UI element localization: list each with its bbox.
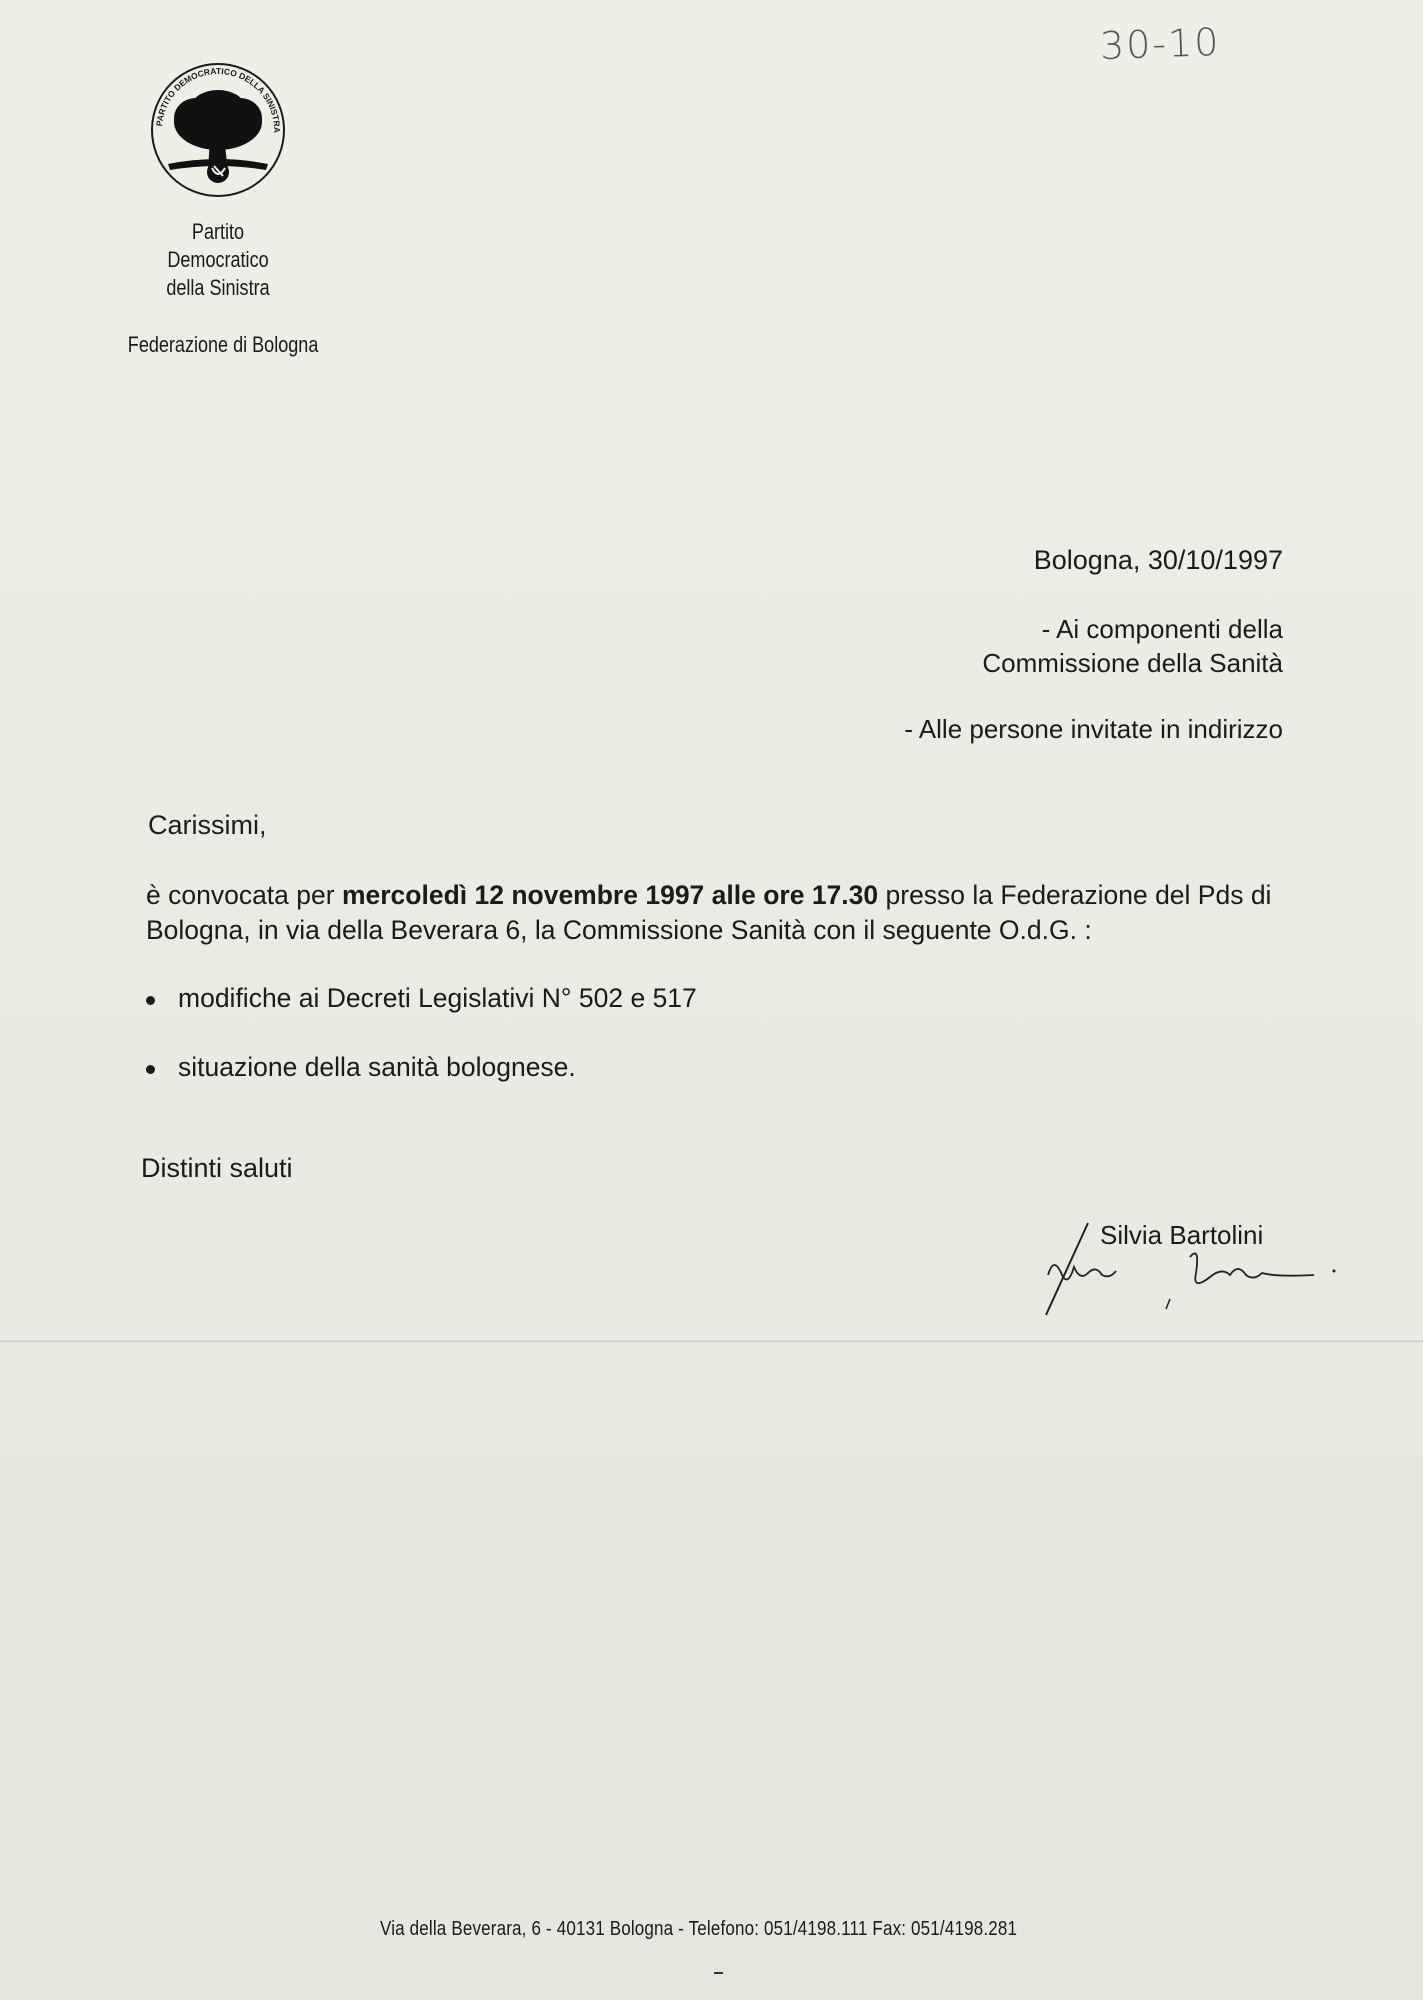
federation-name: Federazione di Bologna — [127, 332, 319, 357]
body-meeting-datetime: mercoledì 12 novembre 1997 alle ore 17.30 — [341, 880, 879, 910]
party-name-line-1: Partito — [191, 219, 245, 244]
party-logo — [148, 60, 288, 200]
letterhead-footer: Via della Beverara, 6 - 40131 Bologna - Telefono: 051/4198.111 Fax: 051/4198.281 — [380, 1918, 1018, 1940]
handwritten-note: 30-10 — [1099, 19, 1222, 69]
recipient-1-line-2: Commissione della Sanità — [982, 648, 1283, 678]
agenda-item: situazione della sanità bolognese. — [140, 1052, 576, 1087]
agenda-item: modifiche ai Decreti Legislativi N° 502 e 517 — [140, 983, 697, 1018]
page-mark — [714, 1972, 723, 1974]
closing: Distinti saluti — [141, 1153, 293, 1183]
agenda-list-2 — [140, 1052, 576, 1087]
body-intro: è convocata per — [146, 880, 342, 910]
salutation: Carissimi, — [148, 810, 267, 840]
recipient-block-1 — [982, 612, 1283, 680]
body-rest: presso la Federazione del Pds di Bologna, in via della Beverara 6, la Commissione Sanità con il seguente O.d.G. : — [146, 880, 1272, 945]
agenda-list — [140, 983, 697, 1018]
recipient-1-line-1: - Ai componenti della — [1041, 614, 1283, 644]
party-name-line-3: della Sinistra — [166, 275, 270, 300]
party-name — [150, 218, 286, 302]
paper-fold-line — [0, 1340, 1423, 1343]
logo-arc-text: PARTITO DEMOCRATICO DELLA SINISTRA — [154, 65, 283, 134]
letter-body — [146, 878, 1286, 948]
letter-date: Bologna, 30/10/1997 — [1033, 545, 1283, 575]
party-name-line-2: Democratico — [167, 247, 269, 272]
handwritten-signature — [1040, 1215, 1360, 1325]
signer-name: Silvia Bartolini — [1100, 1220, 1264, 1250]
recipient-block-2 — [904, 712, 1283, 746]
recipient-2-line-1: - Alle persone invitate in indirizzo — [904, 714, 1283, 744]
